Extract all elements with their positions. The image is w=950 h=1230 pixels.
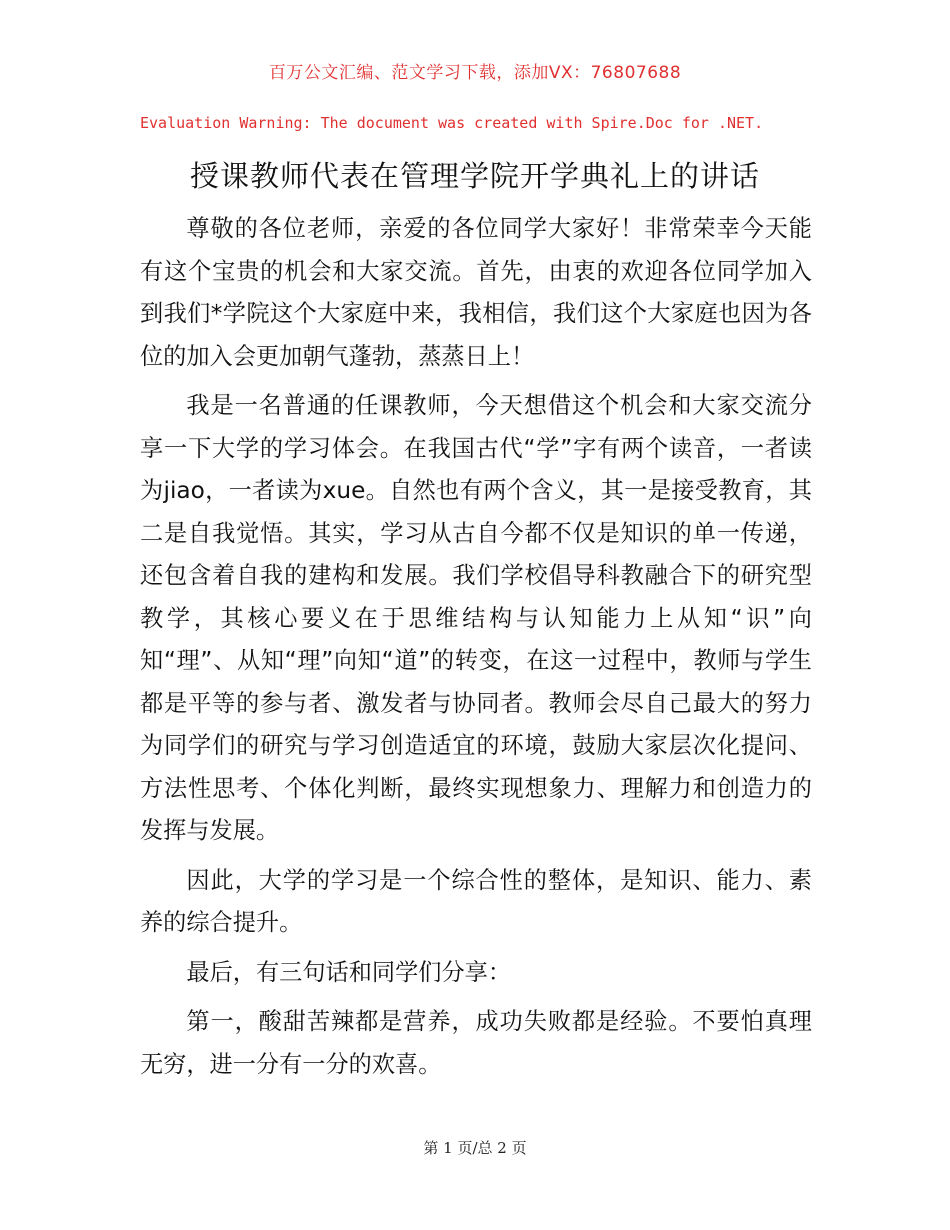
document-title: 授课教师代表在管理学院开学典礼上的讲话 <box>189 159 760 193</box>
document-body <box>140 208 812 1093</box>
paragraph-greeting: 尊敬的各位老师，亲爱的各位同学大家好！非常荣幸今天能有这个宝贵的机会和大家交流。首先，由衷的欢迎各位同学加入到我们*学院这个大家庭中来，我相信，我们这个大家庭也因为各位的加入会更加朝气蓬勃，蒸蒸日上！ <box>140 215 812 370</box>
paragraph-closing-intro: 最后，有三句话和同学们分享： <box>186 958 512 986</box>
page-footer: 第 1 页/总 2 页 <box>423 1139 527 1157</box>
paragraph-learning-experience: 我是一名普通的任课教师，今天想借这个机会和大家交流分享一下大学的学习体会。在我国古代“学”字有两个读音，一者读为jiao，一者读为xue。自然也有两个含义，其一是接受教育，其二是自我觉悟。其实，学习从古自今都不仅是知识的单一传递，还包含着自我的建构和发展。我们学校倡导科教融合下的研究型教学，其核心要义在于思维结构与认知能力上从知“识”向知“理”、从知“理”向知“道”的转变，在这一过程中，教师与学生都是平等的参与者、激发者与协同者。教师会尽自己最大的努力为同学们的研究与学习创造适宜的环境，鼓励大家层次化提问、方法性思考、个体化判断，最终实现想象力、理解力和创造力的发挥与发展。 <box>140 392 812 844</box>
paragraph-conclusion: 因此，大学的学习是一个综合性的整体，是知识、能力、素养的综合提升。 <box>140 866 812 936</box>
header-banner: 百万公文汇编、范文学习下载，添加VX：76807688 <box>268 63 682 83</box>
evaluation-warning: Evaluation Warning: The document was created with Spire.Doc for .NET. <box>140 114 764 132</box>
paragraph-advice-first: 第一，酸甜苦辣都是营养，成功失败都是经验。不要怕真理无穷，进一分有一分的欢喜。 <box>140 1008 812 1078</box>
